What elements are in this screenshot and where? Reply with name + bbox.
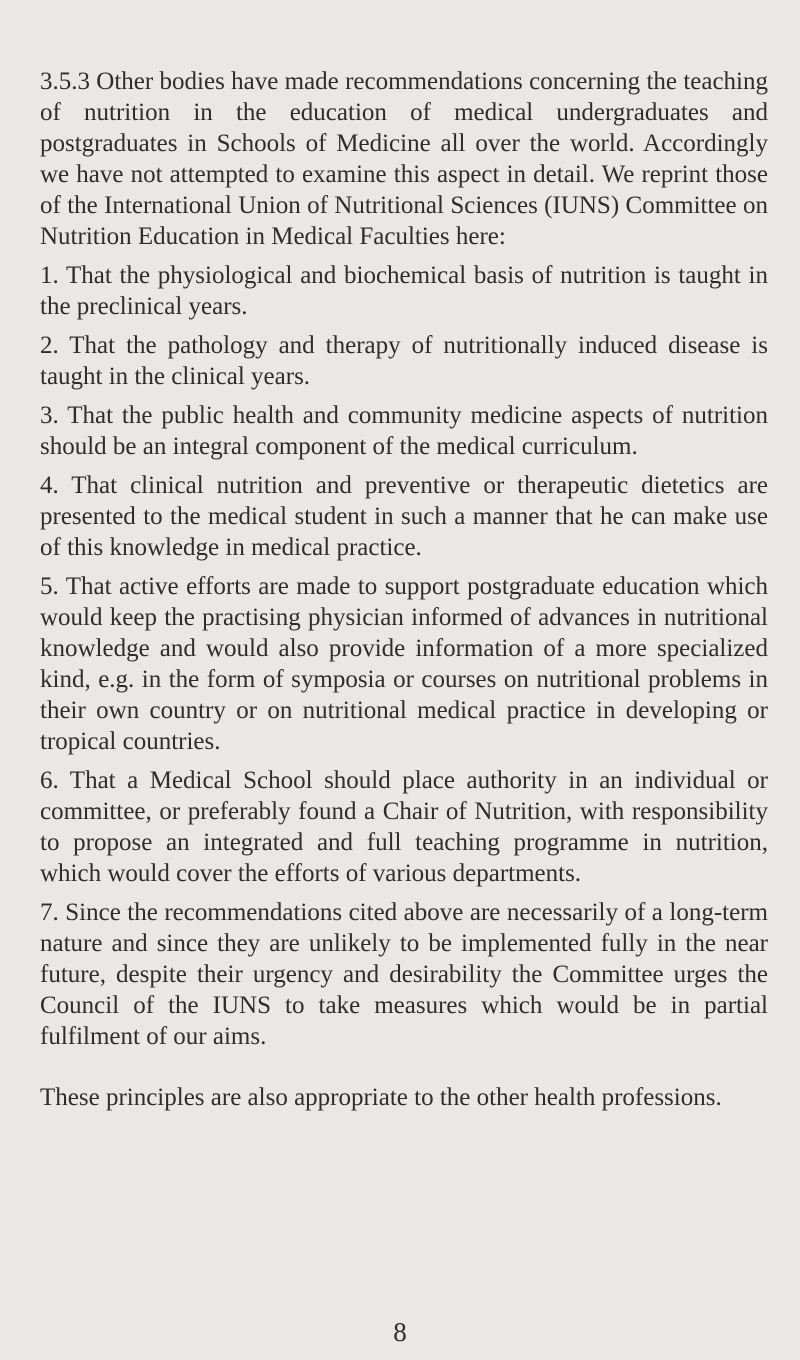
recommendation-7: 7. Since the recommendations cited above are necessarily of a long-term nature and since they are unlikely to be implemented fully in the near future, despite their urgency and desirability the Committee urges the Council of the IUNS to take measures which would be in partial fulfilment of our aims. <box>40 899 768 1050</box>
recommendation-2: 2. That the pathology and therapy of nutritionally induced disease is taught in the clinical years. <box>40 332 768 390</box>
intro-paragraph: 3.5.3 Other bodies have made recommendations concerning the teaching of nutrition in the education of medical undergraduates and postgraduates in Schools of Medicine all over the world. Accordingly we have not attempted to examine this aspect in detail. We reprint those of the International Union of Nutritional Sciences (IUNS) Committee on Nutrition Education in Medical Faculties here: <box>40 68 768 250</box>
document-body <box>40 66 768 1113</box>
page-number: 8 <box>393 1317 407 1347</box>
closing-paragraph: These principles are also appropriate to the other health professions. <box>40 1084 722 1111</box>
recommendation-6: 6. That a Medical School should place authority in an individual or committee, or preferably found a Chair of Nutrition, with responsibility to propose an integrated and full teaching programme in nutrition, which would cover the efforts of various departments. <box>40 767 768 887</box>
recommendation-4: 4. That clinical nutrition and preventive or therapeutic dietetics are presented to the medical student in such a manner that he can make use of this knowledge in medical practice. <box>40 472 768 561</box>
recommendation-1: 1. That the physiological and biochemical basis of nutrition is taught in the preclinical years. <box>40 262 768 320</box>
recommendation-5: 5. That active efforts are made to support postgraduate education which would keep the practising physician informed of advances in nutritional knowledge and would also provide information of a more specialized kind, e.g. in the form of symposia or courses on nutritional problems in their own country or on nutritional medical practice in developing or tropical countries. <box>40 573 768 755</box>
recommendation-3: 3. That the public health and community medicine aspects of nutrition should be an integral component of the medical curriculum. <box>40 402 768 460</box>
